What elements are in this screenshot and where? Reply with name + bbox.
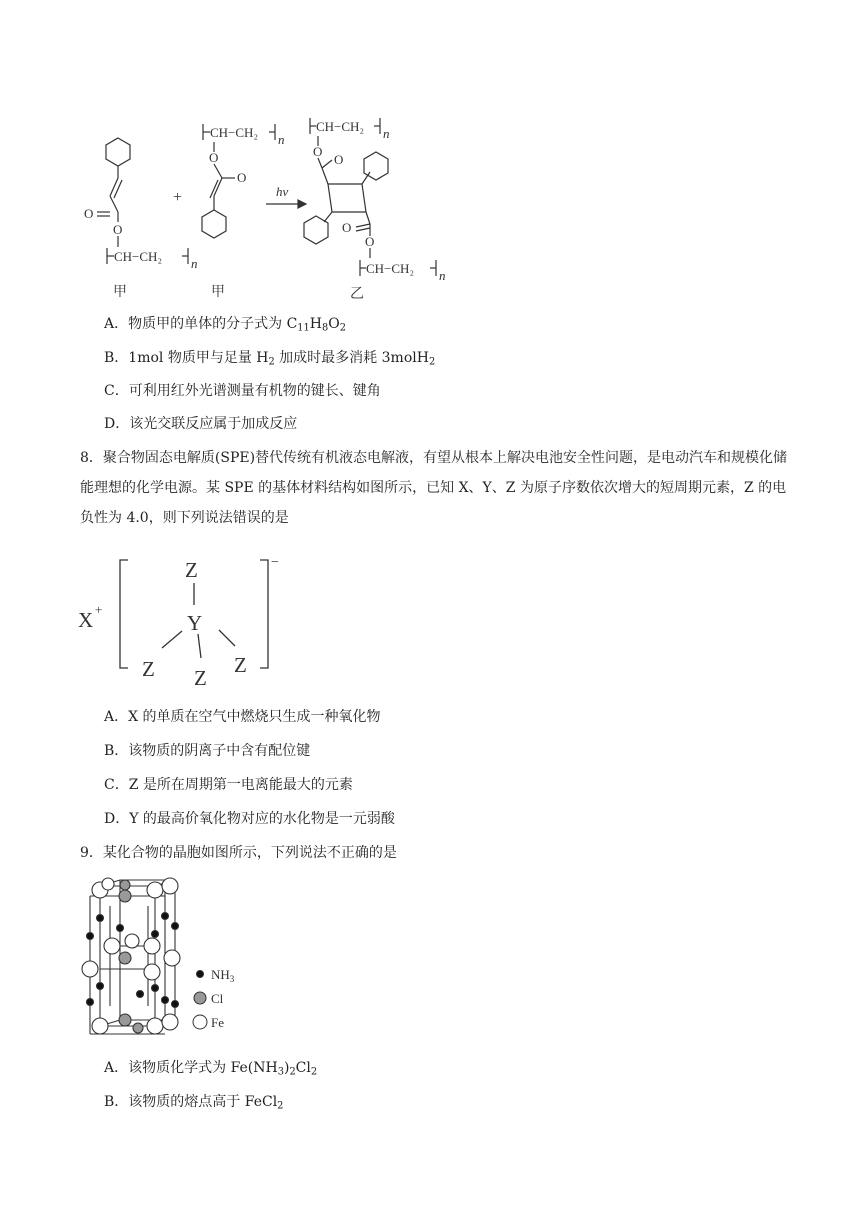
ligand-z-bottom: Z [194,666,207,690]
benzene-ring [202,210,226,238]
benzene-ring [106,138,130,166]
carbonyl-oxygen: O [237,170,247,185]
ligand-z-left: Z [142,657,155,681]
q7-option-c: C．可利用红外光谱测量有机物的键长、键角 [104,383,381,399]
benzene-ring [304,216,328,244]
legend-nh3: $NH_3$ [211,967,235,984]
q8-option-d: D．Y 的最高价氧化物对应的水化物是一元弱酸 [104,811,395,827]
legend-fe: Fe [211,1015,224,1030]
q9-stem: 9．某化合物的晶胞如图所示，下列说法不正确的是 [80,845,397,861]
q7-option-a: A．物质甲的单体的分子式为 $C_{11}H_8O_2$ [104,316,346,334]
ester-oxygen: O [313,144,323,159]
cation-x: X [78,608,94,632]
anion-charge: − [271,555,279,570]
repeat-n: n [383,126,390,141]
ligand-z-right: Z [234,653,247,677]
repeat-unit: CH−CH₂ [316,119,364,134]
label-reactant-2: 甲 [211,285,225,300]
q8-option-b: B．该物质的阴离子中含有配位键 [104,743,311,759]
q9-option-a: A．该物质化学式为 $Fe(NH_3)_2Cl_2$ [104,1060,318,1078]
q9-option-b: B．该物质的熔点高于 FeCl$_2$ [104,1094,284,1112]
carbonyl-oxygen: O [84,206,94,221]
ligand-z-top: Z [185,558,198,582]
ester-oxygen: O [209,150,219,165]
crystal-cell [80,876,250,1044]
repeat-n: n [439,268,446,283]
ester-oxygen: O [113,222,123,237]
label-product: 乙 [350,287,364,302]
carbonyl-oxygen: O [342,220,352,235]
cyclobutane-ring [328,184,366,212]
cation-charge: + [95,602,103,617]
q8-option-a: A．X 的单质在空气中燃烧只生成一种氧化物 [104,709,381,725]
light-symbol: hν [276,184,289,199]
ester-oxygen: O [365,234,375,249]
q8-stem: 8．聚合物固态电解质(SPE)替代传统有机液态电解液，有望从根本上解决电池安全性问题，是电动汽车和规模化储能理想的化学电源。某 SPE 的基体材料结构如图所示，已知 X、Y、Z 为原子序数依次增大的短周期元素，Z 的电负性为 4.0，则下列说法错误的是 [80,450,788,526]
q8-option-c: C．Z 是所在周期第一电离能最大的元素 [104,777,353,793]
label-reactant-1: 甲 [113,285,127,300]
plus-sign: + [173,189,183,206]
q7-option-b: B．1mol 物质甲与足量 $H_2$ 加成时最多消耗 3molH$_2$ [104,350,436,368]
carbonyl-oxygen: O [334,152,344,167]
repeat-unit: CH−CH₂ [210,125,258,140]
reaction-scheme [70,100,470,305]
repeat-n: n [278,132,285,147]
repeat-n: n [191,256,198,271]
center-y: Y [187,611,203,635]
repeat-unit: CH−CH₂ [114,249,162,264]
q7-option-d: D．该光交联反应属于加成反应 [104,416,298,432]
spe-structure [70,552,290,692]
repeat-unit: CH−CH₂ [366,261,414,276]
legend-cl: Cl [211,991,224,1006]
